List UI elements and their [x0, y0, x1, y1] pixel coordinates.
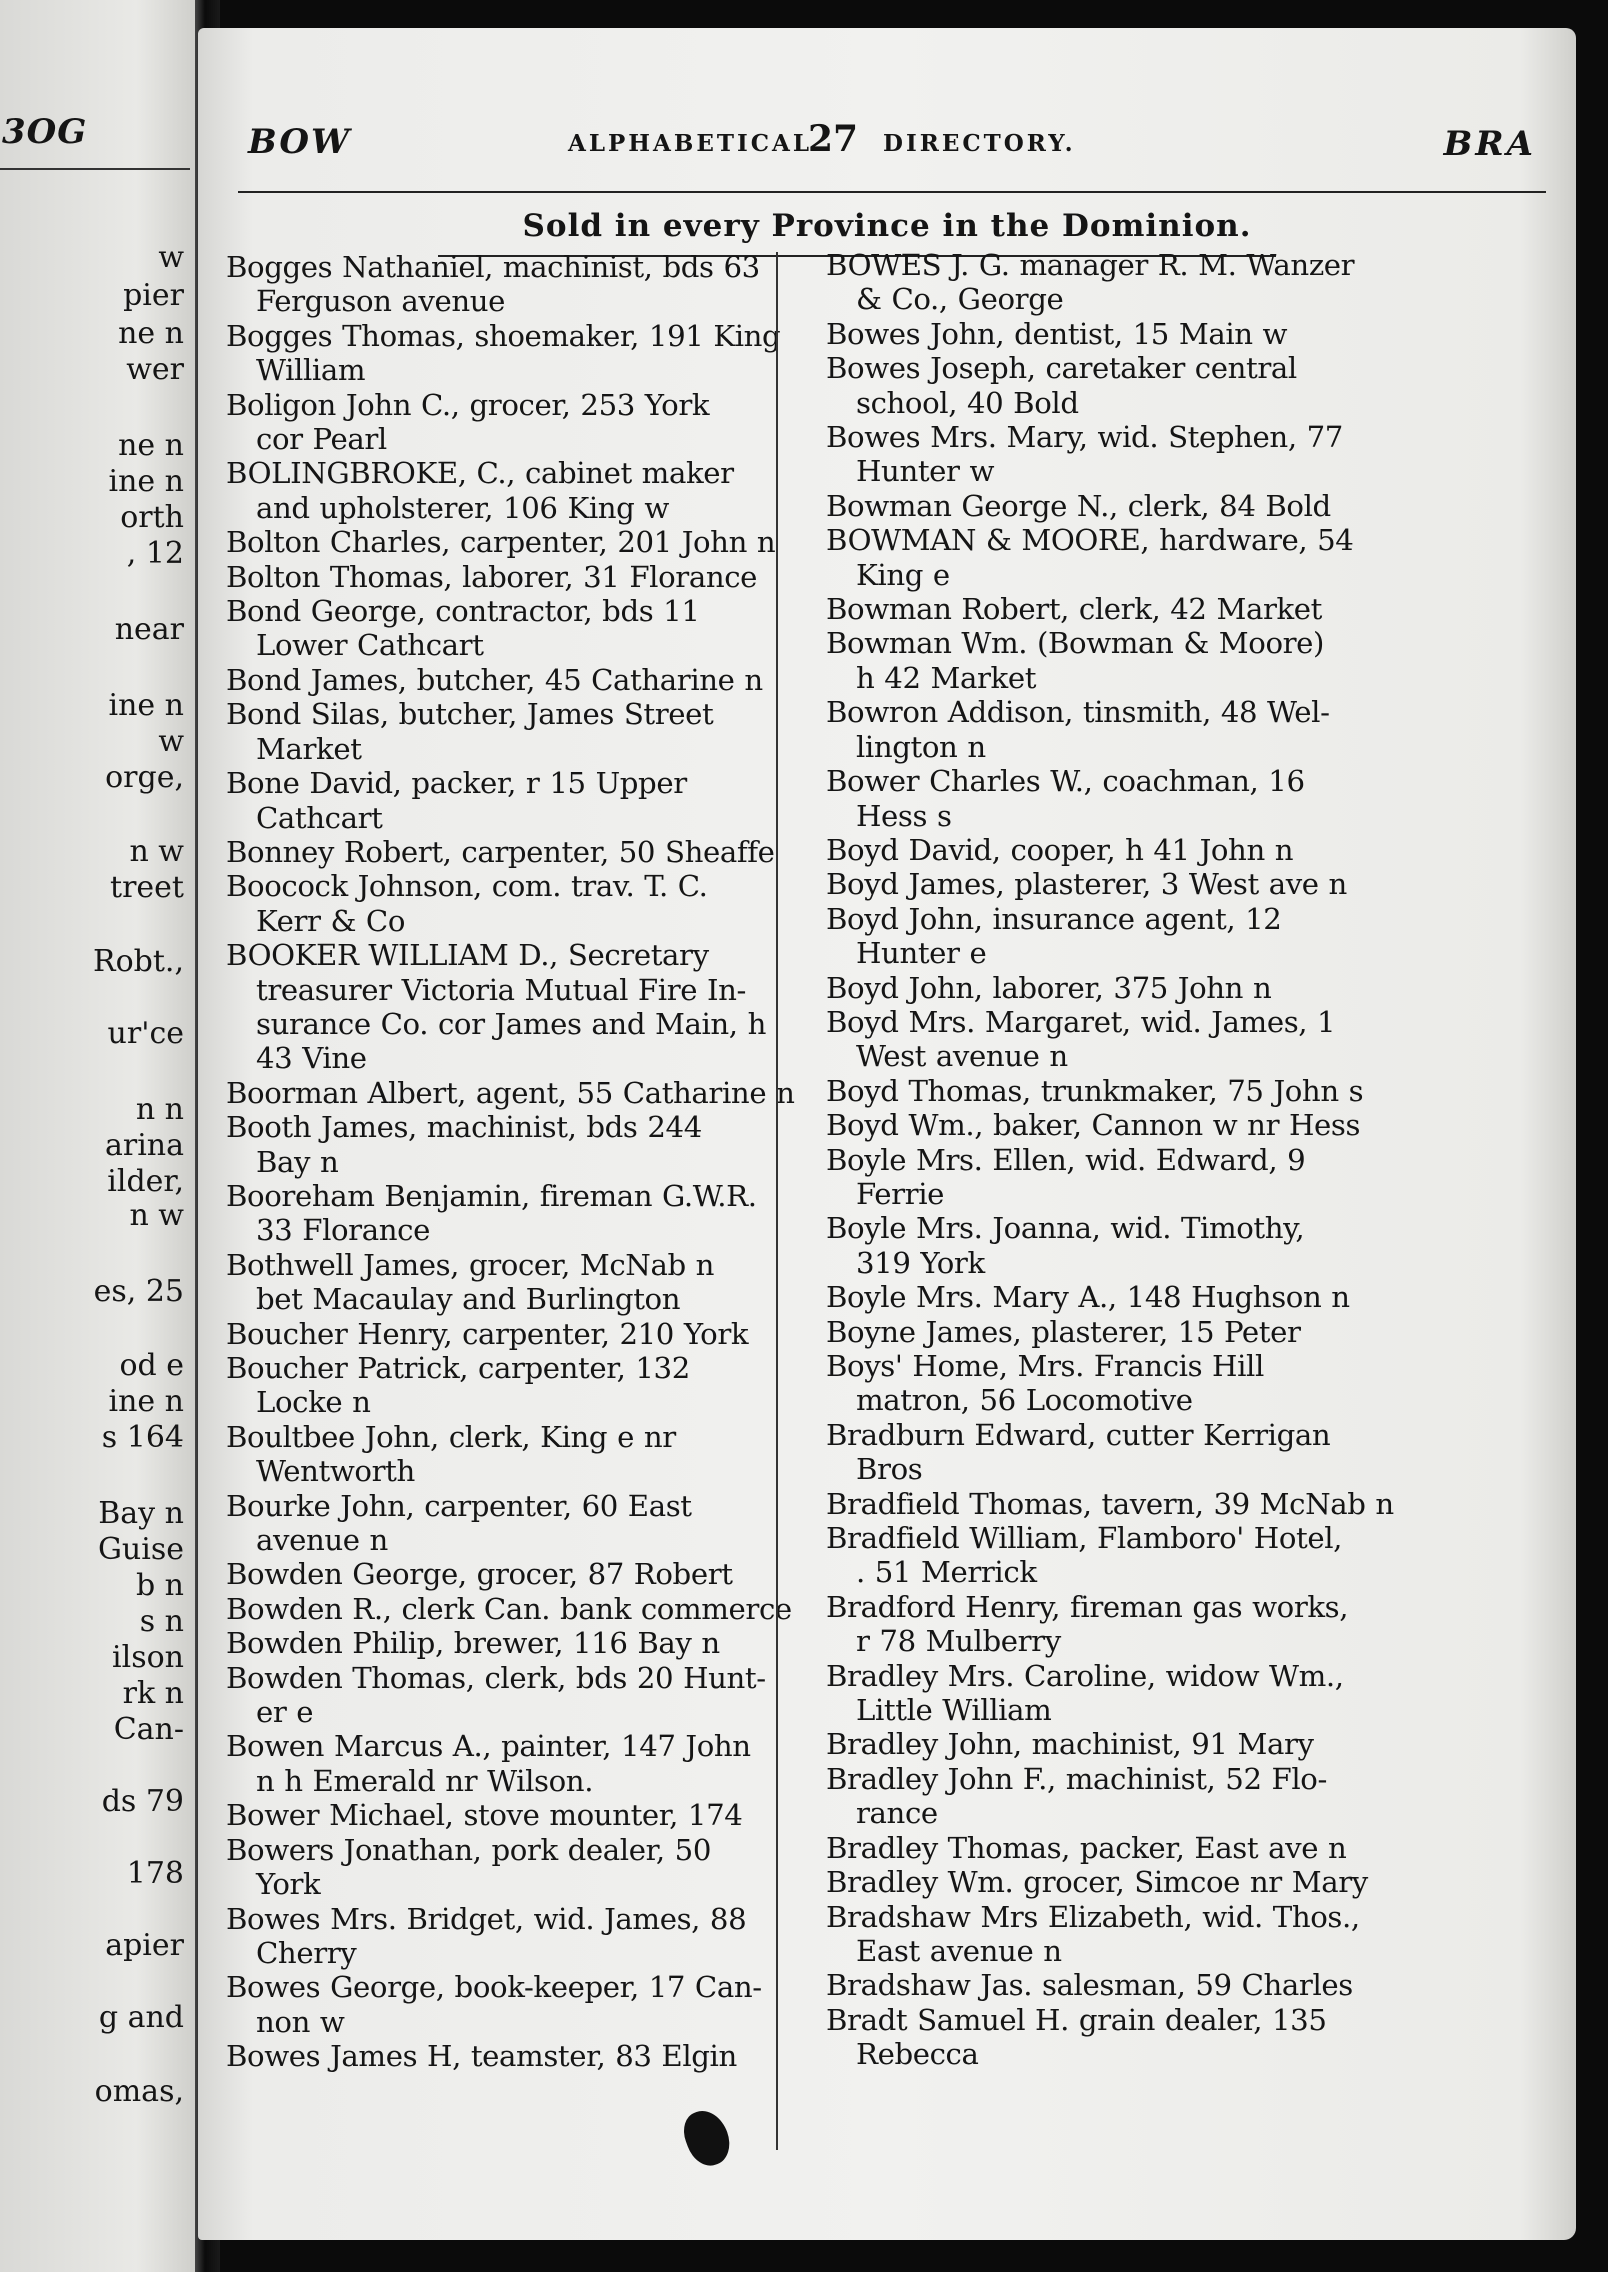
entry-continuation-line: surance Co. cor James and Main, h: [256, 1006, 766, 1041]
entry-name-line: Bowes John, dentist, 15 Main w: [826, 316, 1288, 351]
facing-page-fragment-text: es, 25: [93, 1274, 184, 1309]
entry-name-line: Bowman Wm. (Bowman & Moore): [826, 626, 1325, 661]
directory-entry: [226, 1833, 806, 1902]
entry-continuation-line: William: [256, 353, 366, 388]
entry-name-line: Bonney Robert, carpenter, 50 Sheaffe: [226, 834, 775, 869]
facing-page-fragment-text: Bay n: [98, 1496, 184, 1531]
facing-page-fragment-text: rk n: [122, 1676, 184, 1711]
entry-name-line: Bradley Wm. grocer, Simcoe nr Mary: [826, 1865, 1368, 1900]
entry-name-line: Bradford Henry, fireman gas works,: [826, 1589, 1349, 1624]
entry-name-line: Bowes Mrs. Bridget, wid. James, 88: [226, 1901, 747, 1936]
entry-name-line: Boyd Mrs. Margaret, wid. James, 1: [826, 1004, 1336, 1039]
facing-page-fragment-text: orge,: [105, 760, 184, 795]
facing-page-header: 3OG: [2, 112, 88, 152]
entry-name-line: Bowes Joseph, caretaker central: [826, 351, 1297, 386]
directory-page: [198, 28, 1576, 2240]
entry-name-line: Bradburn Edward, cutter Kerrigan: [826, 1417, 1331, 1452]
entry-continuation-line: Bros: [856, 1452, 923, 1487]
directory-entry: [226, 766, 806, 835]
entry-continuation-line: . 51 Merrick: [856, 1555, 1037, 1590]
facing-page-fragment-text: arina: [104, 1128, 184, 1163]
facing-page-fragment-text: omas,: [94, 2074, 184, 2109]
entry-name-line: Booth James, machinist, bds 244: [226, 1110, 702, 1145]
directory-entry: [226, 1970, 806, 2039]
directory-entry: [226, 250, 806, 319]
directory-entry: [826, 1590, 1516, 1659]
directory-entry: [226, 1179, 806, 1248]
directory-entry: [226, 1661, 806, 1730]
facing-page-fragment-text: n n: [135, 1092, 184, 1127]
entry-name-line: Bradfield William, Flamboro' Hotel,: [826, 1521, 1343, 1556]
entry-name-line: Bradley John, machinist, 91 Mary: [826, 1727, 1314, 1762]
directory-entry: [826, 764, 1516, 833]
directory-entry: [826, 1074, 1516, 1108]
ink-blot: [678, 2105, 737, 2172]
entry-name-line: Bradley John F., machinist, 52 Flo-: [826, 1761, 1327, 1796]
entry-name-line: Bowers Jonathan, pork dealer, 50: [226, 1832, 712, 1867]
entry-name-line: Boyle Mrs. Joanna, wid. Timothy,: [826, 1211, 1305, 1246]
facing-page-fragment-text: near: [114, 612, 184, 647]
directory-entry: [826, 1865, 1516, 1899]
directory-entry: [226, 319, 806, 388]
entry-name-line: Boucher Patrick, carpenter, 132: [226, 1351, 690, 1385]
entry-continuation-line: cor Pearl: [256, 422, 387, 457]
entry-continuation-line: Rebecca: [856, 2037, 979, 2072]
entry-name-line: Bowen Marcus A., painter, 147 John: [226, 1729, 751, 1764]
entry-name-line: Bowes James H, teamster, 83 Elgin: [226, 2039, 737, 2074]
entry-name-line: Bond James, butcher, 45 Catharine n: [226, 662, 763, 697]
facing-page-fragment-text: g and: [98, 2000, 184, 2035]
facing-page-fragment-text: ur'ce: [107, 1016, 184, 1051]
directory-entry: [226, 1317, 806, 1351]
entry-continuation-line: King e: [856, 557, 950, 592]
entry-name-line: Boyle Mrs. Ellen, wid. Edward, 9: [826, 1142, 1306, 1177]
entry-name-line: Bowden Philip, brewer, 116 Bay n: [226, 1626, 720, 1661]
entry-name-line: Boorman Albert, agent, 55 Catharine n: [226, 1075, 795, 1110]
facing-page-fragment-text: ilson: [112, 1640, 184, 1675]
directory-entry: [826, 420, 1516, 489]
entry-continuation-line: Lower Cathcart: [256, 628, 484, 663]
facing-page-fragment-text: w: [158, 724, 184, 759]
header-first-guide-word: BOW: [248, 122, 352, 162]
entry-continuation-line: Kerr & Co: [256, 903, 406, 938]
entry-continuation-line: n h Emerald nr Wilson.: [256, 1763, 594, 1798]
directory-entry: [826, 1900, 1516, 1969]
entry-name-line: Boligon John C., grocer, 253 York: [226, 387, 710, 422]
facing-page-fragment-text: s 164: [101, 1420, 184, 1455]
facing-page-fragment-text: ine n: [108, 688, 184, 723]
directory-entry: [226, 1557, 806, 1591]
directory-entry: [226, 1248, 806, 1317]
directory-entry: [826, 351, 1516, 420]
directory-entry: [226, 456, 806, 525]
entry-name-line: Bradley Mrs. Caroline, widow Wm.,: [826, 1658, 1344, 1693]
directory-entry: [826, 1762, 1516, 1831]
entry-name-line: Boyd Thomas, trunkmaker, 75 John s: [826, 1073, 1364, 1108]
directory-entry: [826, 695, 1516, 764]
facing-page-fragment-text: ine n: [108, 1384, 184, 1419]
directory-entry: [826, 1831, 1516, 1865]
entry-name-line: Bourke John, carpenter, 60 East: [226, 1488, 692, 1523]
directory-entry: [226, 1729, 806, 1798]
directory-entry: [826, 1211, 1516, 1280]
entry-continuation-line: and upholsterer, 106 King w: [256, 490, 669, 525]
entry-name-line: BOWES J. G. manager R. M. Wanzer: [826, 248, 1355, 282]
facing-page-rule: [0, 168, 190, 170]
facing-page-fragment-text: Guise: [97, 1532, 184, 1567]
entry-name-line: Bowden R., clerk Can. bank commerce: [226, 1591, 792, 1626]
header-rule: [238, 191, 1546, 193]
directory-entry: [826, 1349, 1516, 1418]
entry-continuation-line: Market: [256, 731, 362, 766]
entry-continuation-line: Ferguson avenue: [256, 284, 506, 319]
entry-name-line: Bolton Thomas, laborer, 31 Florance: [226, 559, 758, 594]
directory-entry: [826, 1315, 1516, 1349]
entry-continuation-line: bet Macaulay and Burlington: [256, 1282, 681, 1317]
entry-name-line: Bowes Mrs. Mary, wid. Stephen, 77: [826, 420, 1343, 455]
entry-name-line: Bradt Samuel H. grain dealer, 135: [826, 2002, 1327, 2037]
directory-entry: [826, 1418, 1516, 1487]
entry-name-line: Bond Silas, butcher, James Street: [226, 697, 714, 732]
entry-name-line: Bowman George N., clerk, 84 Bold: [826, 488, 1331, 523]
directory-entry: [826, 317, 1516, 351]
tagline: Sold in every Province in the Dominion.: [522, 208, 1252, 244]
directory-entry: [826, 248, 1516, 317]
directory-entry: [226, 594, 806, 663]
entry-continuation-line: 43 Vine: [256, 1041, 367, 1076]
directory-entry: [226, 1592, 806, 1626]
directory-entry: [826, 489, 1516, 523]
entry-name-line: Boucher Henry, carpenter, 210 York: [226, 1316, 749, 1351]
directory-entry: [226, 835, 806, 869]
entry-name-line: Bowden George, grocer, 87 Robert: [226, 1557, 733, 1592]
entry-name-line: Booreham Benjamin, fireman G.W.R.: [226, 1178, 757, 1213]
entry-name-line: Bothwell James, grocer, McNab n: [226, 1247, 715, 1282]
entry-continuation-line: Wentworth: [256, 1454, 415, 1489]
entry-continuation-line: Cathcart: [256, 800, 383, 835]
entry-name-line: Boocock Johnson, com. trav. T. C.: [226, 869, 708, 904]
directory-entry: [826, 1521, 1516, 1590]
directory-entry: [826, 1108, 1516, 1142]
directory-entry: [826, 1143, 1516, 1212]
facing-page-fragment: [0, 0, 195, 2272]
entry-name-line: Bogges Thomas, shoemaker, 191 King: [226, 318, 781, 353]
header-last-guide-word: BRA: [1443, 124, 1536, 164]
entry-continuation-line: Ferrie: [856, 1176, 945, 1211]
entry-name-line: Bogges Nathaniel, machinist, bds 63: [226, 250, 760, 284]
column-divider: [776, 252, 778, 2150]
entry-continuation-line: 33 Florance: [256, 1213, 430, 1248]
entry-name-line: Boyd David, cooper, h 41 John n: [826, 832, 1294, 867]
directory-entry: [826, 1005, 1516, 1074]
entry-name-line: Boyd Wm., baker, Cannon w nr Hess: [826, 1108, 1361, 1143]
entry-continuation-line: East avenue n: [856, 1933, 1062, 1968]
entry-continuation-line: York: [256, 1867, 321, 1902]
entry-continuation-line: treasurer Victoria Mutual Fire In-: [256, 972, 747, 1007]
facing-page-fragment-text: ne n: [118, 316, 184, 351]
directory-entry: [226, 525, 806, 559]
facing-page-fragment-text: wer: [126, 352, 184, 387]
directory-entry: [226, 1626, 806, 1660]
entry-continuation-line: Hunter e: [856, 936, 987, 971]
entry-continuation-line: rance: [856, 1796, 938, 1831]
entry-continuation-line: 319 York: [856, 1245, 985, 1280]
entry-name-line: Boyne James, plasterer, 15 Peter: [826, 1314, 1301, 1349]
directory-entry: [226, 663, 806, 697]
directory-entry: [226, 1351, 806, 1420]
entry-name-line: Bond George, contractor, bds 11: [226, 594, 700, 629]
directory-entry: [826, 1659, 1516, 1728]
directory-entry: [226, 1798, 806, 1832]
entry-name-line: Bowron Addison, tinsmith, 48 Wel-: [826, 695, 1330, 730]
facing-page-fragment-text: ds 79: [101, 1784, 184, 1819]
entry-continuation-line: h 42 Market: [856, 660, 1037, 695]
directory-entry: [826, 971, 1516, 1005]
entry-name-line: Bower Michael, stove mounter, 174: [226, 1798, 743, 1833]
entry-continuation-line: avenue n: [256, 1523, 388, 1558]
entry-name-line: Bone David, packer, r 15 Upper: [226, 766, 687, 801]
entry-continuation-line: non w: [256, 2004, 345, 2039]
entry-name-line: Bower Charles W., coachman, 16: [826, 764, 1305, 799]
entry-name-line: Bowden Thomas, clerk, bds 20 Hunt-: [226, 1660, 766, 1695]
entry-name-line: Bowes George, book-keeper, 17 Can-: [226, 1970, 762, 2005]
directory-entry: [226, 2039, 806, 2073]
facing-page-fragment-text: apier: [105, 1928, 184, 1963]
directory-entry: [826, 626, 1516, 695]
directory-entry: [826, 833, 1516, 867]
directory-entry: [826, 592, 1516, 626]
facing-page-fragment-text: Robt.,: [93, 944, 184, 979]
directory-entry: [226, 1902, 806, 1971]
facing-page-fragment-text: od e: [119, 1348, 184, 1383]
entry-name-line: Boyd John, laborer, 375 John n: [826, 970, 1272, 1005]
entry-name-line: Bolton Charles, carpenter, 201 John n: [226, 525, 776, 560]
entry-name-line: Bradshaw Mrs Elizabeth, wid. Thos.,: [826, 1899, 1360, 1934]
entry-continuation-line: r 78 Mulberry: [856, 1624, 1061, 1659]
entry-name-line: Bowman Robert, clerk, 42 Market: [826, 592, 1322, 627]
entry-name-line: Boyd John, insurance agent, 12: [826, 901, 1282, 936]
entry-name-line: BOOKER WILLIAM D., Secretary: [226, 938, 709, 973]
facing-page-fragment-text: n w: [129, 1198, 184, 1233]
directory-entry: [826, 523, 1516, 592]
facing-page-fragment-text: n w: [129, 834, 184, 869]
entry-continuation-line: West avenue n: [856, 1039, 1068, 1074]
entry-continuation-line: Hess s: [856, 798, 952, 833]
running-header: [198, 116, 1576, 176]
facing-page-fragment-text: w: [158, 240, 184, 275]
facing-page-fragment-text: Can-: [113, 1712, 184, 1747]
page-number: 27: [808, 118, 859, 160]
header-title-right: DIRECTORY.: [883, 130, 1076, 157]
directory-entry: [226, 697, 806, 766]
entry-name-line: Bradley Thomas, packer, East ave n: [826, 1830, 1347, 1865]
entry-continuation-line: Cherry: [256, 1935, 357, 1970]
entry-continuation-line: Locke n: [256, 1385, 371, 1420]
facing-page-fragment-text: orth: [120, 500, 184, 535]
facing-page-fragment-text: 178: [126, 1856, 184, 1891]
right-column: [826, 248, 1516, 2072]
entry-name-line: Boyd James, plasterer, 3 West ave n: [826, 867, 1347, 902]
directory-entry: [226, 388, 806, 457]
directory-entry: [226, 869, 806, 938]
facing-page-fragment-text: b n: [135, 1568, 184, 1603]
directory-entry: [826, 867, 1516, 901]
directory-entry: [826, 902, 1516, 971]
left-column: [226, 250, 806, 2074]
facing-page-fragment-text: s n: [139, 1604, 184, 1639]
directory-entry: [226, 1110, 806, 1179]
entry-name-line: Boultbee John, clerk, King e nr: [226, 1419, 676, 1454]
entry-name-line: Boys' Home, Mrs. Francis Hill: [826, 1349, 1264, 1383]
directory-entry: [826, 2003, 1516, 2072]
entry-name-line: Boyle Mrs. Mary A., 148 Hughson n: [826, 1280, 1350, 1315]
entry-name-line: BOWMAN & MOORE, hardware, 54: [826, 523, 1354, 558]
entry-continuation-line: matron, 56 Locomotive: [856, 1383, 1193, 1418]
entry-continuation-line: er e: [256, 1695, 314, 1730]
entry-continuation-line: school, 40 Bold: [856, 385, 1079, 420]
entry-name-line: BOLINGBROKE, C., cabinet maker: [226, 456, 734, 491]
facing-page-fragment-text: ne n: [118, 428, 184, 463]
entry-name-line: Bradfield Thomas, tavern, 39 McNab n: [826, 1486, 1394, 1521]
directory-entry: [226, 1076, 806, 1110]
facing-page-fragment-text: , 12: [126, 536, 184, 571]
facing-page-fragment-text: ilder,: [107, 1164, 184, 1199]
entry-continuation-line: Little William: [856, 1693, 1052, 1728]
facing-page-fragment-text: treet: [110, 870, 184, 905]
entry-continuation-line: & Co., George: [856, 282, 1064, 317]
entry-name-line: Bradshaw Jas. salesman, 59 Charles: [826, 1968, 1353, 2003]
directory-entry: [226, 1489, 806, 1558]
facing-page-fragment-text: ine n: [108, 464, 184, 499]
entry-continuation-line: lington n: [856, 729, 986, 764]
directory-entry: [226, 560, 806, 594]
directory-entry: [226, 938, 806, 1076]
directory-entry: [826, 1280, 1516, 1314]
directory-entry: [826, 1487, 1516, 1521]
entry-continuation-line: Hunter w: [856, 454, 995, 489]
directory-entry: [826, 1727, 1516, 1761]
header-title-left: ALPHABETICAL: [568, 130, 813, 157]
entry-continuation-line: Bay n: [256, 1144, 339, 1179]
facing-page-fragment-text: pier: [123, 278, 184, 313]
directory-entry: [226, 1420, 806, 1489]
directory-entry: [826, 1968, 1516, 2002]
